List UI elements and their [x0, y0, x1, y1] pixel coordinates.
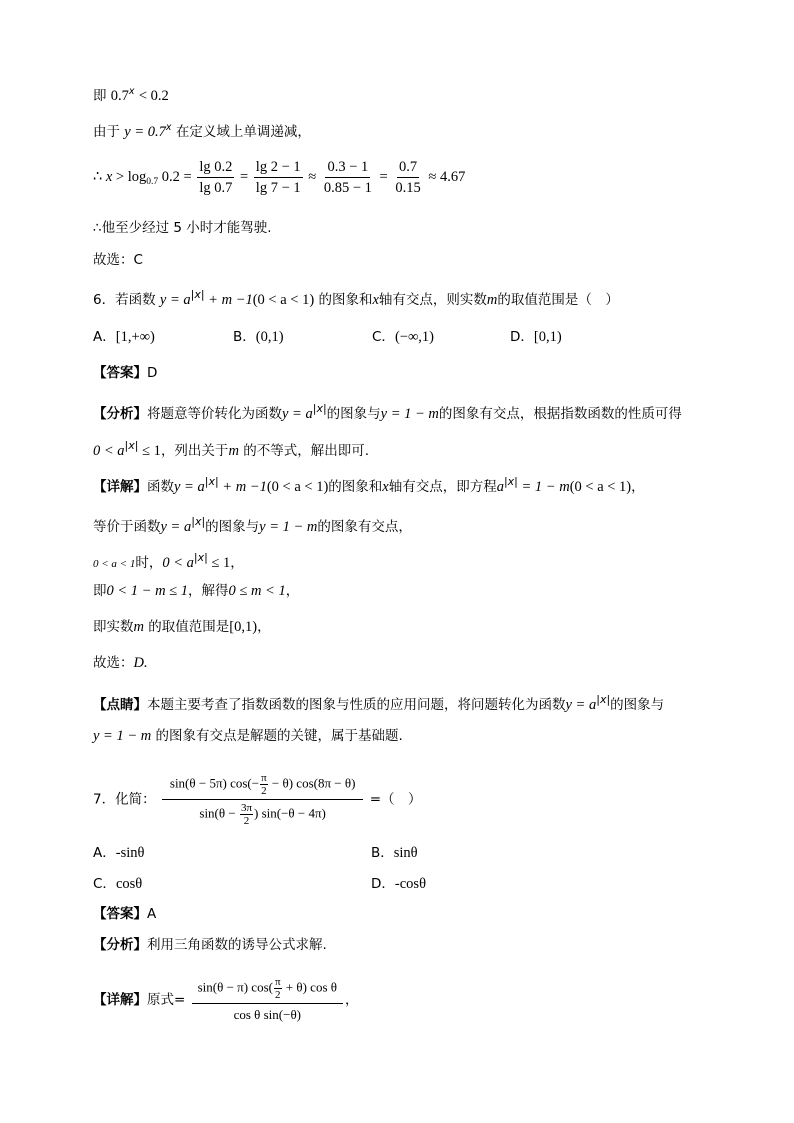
- math: m: [486, 292, 498, 308]
- option-b[interactable]: B．sinθ: [371, 845, 418, 861]
- math: ≈: [308, 168, 317, 185]
- comment-6-cont: y = 1 − m 的图象有交点是解题的关键，属于基础题.: [93, 728, 403, 744]
- text: 即: [93, 88, 107, 104]
- denominator: 0.15: [395, 180, 421, 196]
- math-sup: |x|: [190, 288, 205, 301]
- question-7: 7．化简： sin(θ − 5π) cos(− $\frac{\pi}{2}$ − θ) cos(8π − θ) sin(θ − $\frac{3\pi}{2}$ ) sin(−θ − 4π) =（ ）: [93, 772, 422, 827]
- option-c[interactable]: C．(−∞,1): [372, 329, 434, 345]
- denominator: 0.85 − 1: [323, 180, 372, 196]
- text: 轴有交点，则实数: [378, 292, 487, 308]
- detail-6: 【详解】函数$y = a^{|x|} + m -1(0 < a < 1)$的图象和x轴有交点，即方程$a^{|x|} = 1 - m(0 < a < 1)$，: [93, 475, 645, 495]
- math-sup: x: [128, 86, 135, 97]
- option-a[interactable]: A．-sinθ: [93, 845, 145, 861]
- text: 的取值范围是（ ）: [497, 292, 619, 308]
- analysis-7: 【分析】利用三角函数的诱导公式求解.: [93, 937, 327, 953]
- option-c[interactable]: C．cosθ: [93, 876, 143, 892]
- detail-6-line6: 故选：D.: [93, 655, 148, 671]
- answer-tag: 【答案】: [93, 365, 147, 381]
- math: =: [239, 168, 249, 185]
- line-choice: 故选：C: [93, 252, 143, 268]
- numerator: 0.3 − 1: [325, 158, 370, 178]
- math: y = a: [159, 292, 191, 308]
- line-inequality: [93, 82, 169, 106]
- comment-6: 【点睛】本题主要考查了指数函数的图象与性质的应用问题，将问题转化为函数$y = a^{|x|}$的图象与: [93, 693, 665, 713]
- answer-6: [93, 363, 157, 383]
- math: (0 < a < 1): [252, 292, 315, 308]
- detail-7: 【详解】原式= sin(θ − π) cos( $\frac{\pi}{2}$ + θ) cos θ cos θ sin(−θ) ，: [93, 976, 359, 1022]
- math: 0.7: [110, 88, 129, 104]
- numerator: lg 0.2: [197, 158, 234, 178]
- fraction: sin(θ − 5π) cos(− $\frac{\pi}{2}$ − θ) cos(8π − θ) sin(θ − $\frac{3\pi}{2}$ ) sin(−θ − 4π): [162, 772, 364, 827]
- answer-value: D: [147, 365, 158, 381]
- line-log-computation: [93, 158, 465, 197]
- math: y = 0.7: [124, 124, 166, 140]
- math: ≈ 4.67: [428, 168, 466, 185]
- math: < 0.2: [138, 88, 169, 104]
- text: 由于: [93, 124, 120, 140]
- math: =: [379, 168, 388, 185]
- math: > log: [112, 168, 147, 185]
- fraction: [322, 158, 374, 197]
- analysis-6-cont: $0 < a^{|x|} \le 1$，列出关于m 的不等式，解出即可.: [93, 439, 370, 459]
- math: + m −1: [204, 292, 253, 308]
- math: 0.2 =: [158, 168, 192, 185]
- answer-7: 【答案】A: [93, 906, 157, 922]
- math-sub: 0.7: [146, 176, 159, 187]
- math: x: [105, 168, 113, 185]
- question-number: 6．若函数: [93, 292, 156, 308]
- option-d[interactable]: D．-cosθ: [371, 876, 427, 892]
- text: 在定义域上单调递减，: [175, 124, 311, 140]
- denominator: lg 0.7: [199, 180, 233, 196]
- therefore-symbol: ∴: [93, 168, 103, 185]
- line-monotonic: [93, 118, 311, 142]
- line-conclusion: ∴他至少经过 5 小时才能驾驶.: [93, 220, 272, 236]
- denominator: lg 7 − 1: [255, 180, 301, 196]
- question-6: [93, 285, 619, 310]
- fraction: [393, 158, 422, 197]
- fraction: [254, 158, 303, 197]
- numerator: 0.7: [397, 158, 419, 178]
- detail-6-line2: 等价于函数$y = a^{|x|}$的图象与y = 1 − m的图象有交点，: [93, 515, 412, 535]
- detail-tag: 【详解】: [93, 479, 147, 495]
- option-d[interactable]: D．[0,1): [510, 329, 562, 345]
- analysis-tag: 【分析】: [93, 406, 147, 422]
- fraction: [197, 158, 234, 197]
- detail-6-line5: 即实数m 的取值范围是[0,1)，: [93, 619, 271, 635]
- analysis-6: 【分析】将题意等价转化为函数$y = a^{|x|}$的图象与y = 1 − m的图象有交点，根据指数函数的性质可得: [93, 402, 682, 422]
- option-b[interactable]: B．(0,1): [233, 329, 284, 345]
- text: 的图象和: [318, 292, 373, 308]
- detail-6-line3: 0 < a < 1时，$0 < a^{|x|} \le 1$，: [93, 551, 244, 571]
- question-number: 7．化简：: [93, 791, 156, 808]
- option-a[interactable]: A．[1,+∞): [93, 329, 155, 345]
- detail-6-line4: 即0 < 1 − m ≤ 1，解得0 ≤ m < 1，: [93, 583, 300, 599]
- numerator: lg 2 − 1: [254, 158, 303, 178]
- comment-tag: 【点睛】: [93, 697, 147, 713]
- fraction: sin(θ − π) cos( $\frac{\pi}{2}$ + θ) cos θ cos θ sin(−θ): [192, 976, 343, 1024]
- math: x: [372, 292, 379, 308]
- math-sup: x: [165, 122, 172, 133]
